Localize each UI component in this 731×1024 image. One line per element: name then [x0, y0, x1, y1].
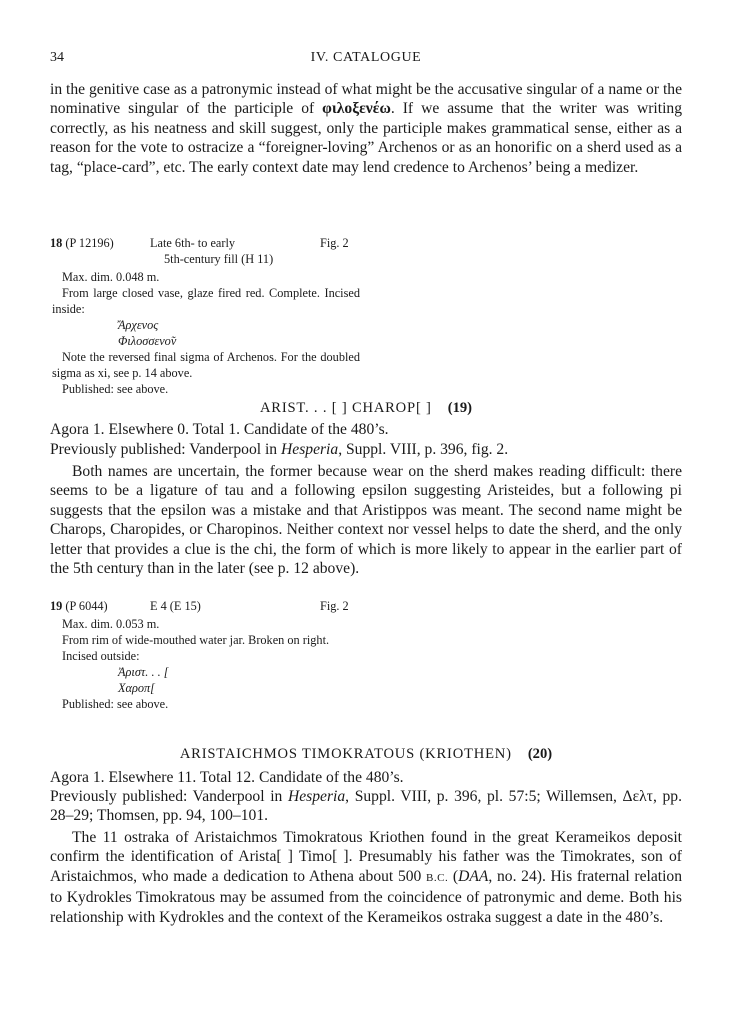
context-line: E 4 (E 15) — [150, 599, 201, 613]
figure-ref: Fig. 2 — [320, 236, 349, 250]
entry-number: 19 — [50, 599, 63, 613]
intro-paragraph: in the genitive case as a patronymic instead of what might be the accusative singular of a name or the nominative singular of the participle of φιλοξενέω. If we assume that the writer was writing correctly, as his neatness and skill suggest, only the participle makes grammatical sense, either as a reason for the vote to ostracize a “foreigner-loving” Archenos or as an honorific on a sherd used as a tag, “place-card”, etc. The early context date may lend credence to Archenos’ being a medizer. — [50, 81, 682, 176]
dimension: Max. dim. 0.053 m. — [62, 617, 160, 631]
section20-published: Previously published: Vanderpool in Hesperia, Suppl. VIII, p. 396, pl. 57:5; Willemsen, Δελτ, pp. 28–29; Thomsen, pp. 94, 100–101. — [50, 788, 682, 825]
description: From large closed vase, glaze fired red. Complete. Incised inside: — [52, 286, 360, 316]
published: Published: see above. — [62, 697, 169, 711]
running-head: IV. CATALOGUE — [310, 50, 422, 65]
section20-stats: Agora 1. Elsewhere 11. Total 12. Candidate of the 480’s. — [50, 769, 404, 786]
page-header — [50, 50, 682, 70]
inventory-number: (P 6044) — [65, 599, 108, 613]
incised-label: Incised outside: — [62, 649, 140, 663]
note: Note the reversed final sigma of Archenos. For the doubled sigma as xi, see p. 14 above. — [52, 350, 360, 380]
page-number: 34 — [50, 50, 64, 65]
section20-discussion: The 11 ostraka of Aristaichmos Timokratous Kriothen found in the great Kerameikos deposit confirm the identification of Arista[ ] Timo[ ]. Presumably his father was the Timokrates, son of Aristaichmos, who made a dedication to Athena about 500 B.C. (DAA, no. 24). His fraternal relation to Kydrokles Timokratous may be assumed from the coincidence of patronymic and deme. Both his relationship with Kydrokles and the context of the Kerameikos ostraka suggest a date in the 480’s. — [50, 829, 683, 926]
inscription-line-1: Ἄρχενος — [118, 318, 159, 332]
section19-stats: Agora 1. Elsewhere 0. Total 1. Candidate of the 480’s. — [50, 421, 389, 438]
inventory-number: (P 12196) — [65, 236, 114, 250]
section-number: (19) — [447, 400, 473, 416]
dimension: Max. dim. 0.048 m. — [62, 270, 160, 284]
section-number: (20) — [527, 746, 553, 762]
published: Published: see above. — [62, 382, 169, 396]
section19-published: Previously published: Vanderpool in Hesperia, Suppl. VIII, p. 396, fig. 2. — [50, 441, 509, 458]
context-line-1: Late 6th- to early — [150, 236, 236, 250]
greek-word: φιλοξενέω — [322, 100, 391, 118]
entry-number: 18 — [50, 236, 63, 250]
inscription-line-2: Φιλοσσενο̃ν — [118, 334, 177, 348]
catalogue-entry-19 — [50, 598, 360, 712]
inscription-line-1: Ἀριστ. . . [ — [118, 665, 169, 679]
figure-ref: Fig. 2 — [320, 599, 349, 613]
section19-discussion: Both names are uncertain, the former because wear on the sherd makes reading difficult: there seems to be a ligature of tau and a following epsilon suggesting Aristeides, but a following pi suggests that the epsilon was a mistake and that Aristippos was meant. The second name might be Charops, Charopides, or Charopinos. Neither context nor vessel helps to date the sherd, and the only letter that provides a clue is the chi, the form of which is more likely to appear in the earlier part of the 5th century than in the later (see p. 12 above). — [50, 463, 682, 578]
description: From rim of wide-mouthed water jar. Broken on right. — [62, 633, 330, 647]
section-heading-20: ARISTAICHMOS TIMOKRATOUS (KRIOTHEN) (20) — [179, 746, 553, 762]
context-line-2: 5th-century fill (H 11) — [164, 252, 274, 266]
section-heading-19: ARIST. . . [ ] CHAROP[ ] (19) — [259, 400, 473, 416]
catalogue-entry-18 — [50, 235, 360, 397]
inscription-line-2: Χαροπ[ — [118, 681, 155, 695]
